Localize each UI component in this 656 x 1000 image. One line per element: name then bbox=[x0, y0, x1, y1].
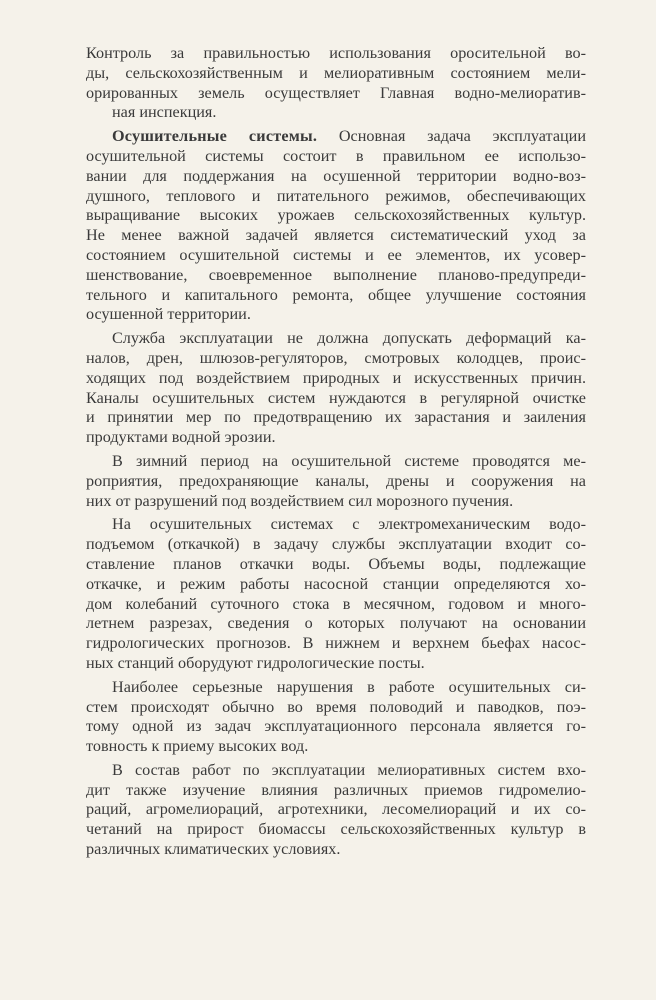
text-line: Наиболее серьезные нарушения в работе осушительных си- bbox=[112, 677, 586, 696]
paragraph bbox=[86, 127, 586, 325]
text-line: них от разрушений под воздействием сил морозного пучения. bbox=[86, 491, 514, 510]
text-line: раций, агромелиораций, агротехники, лесомелиораций и их со- bbox=[86, 800, 586, 819]
text-line: орированных земель осуществляет Главная водно-мелиоратив- bbox=[86, 83, 586, 102]
text-line: На осушительных системах с электромеханическим водо- bbox=[112, 515, 586, 534]
text-line: стем происходят обычно во время половодий и паводков, поэ- bbox=[86, 697, 586, 716]
text-line: роприятия, предохраняющие каналы, дрены и сооружения на bbox=[86, 471, 586, 490]
section-heading: Осушительные системы. bbox=[112, 127, 318, 146]
body-text bbox=[86, 44, 586, 860]
text-line: товность к приему высоких вод. bbox=[86, 737, 309, 756]
text-line: продуктами водной эрозии. bbox=[86, 428, 276, 447]
text-line: и принятии мер по предотвращению их зарастания и заиления bbox=[86, 408, 586, 427]
paragraph bbox=[86, 452, 586, 511]
text-line: В состав работ по эксплуатации мелиоративных систем вхо- bbox=[112, 760, 586, 779]
text-line: В зимний период на осушительной системе проводятся ме- bbox=[112, 451, 586, 470]
text-line: Служба эксплуатации не должна допускать деформаций ка- bbox=[112, 329, 586, 348]
text-line: Не менее важной задачей является систематический уход за bbox=[86, 226, 586, 245]
text-line: четаний на прирост биомассы сельскохозяйственных культур в bbox=[86, 820, 586, 839]
text-line: ставление планов откачки воды. Объемы воды, подлежащие bbox=[86, 554, 586, 573]
text-line: летнем разрезах, сведения о которых получают на основании bbox=[86, 614, 586, 633]
text-line: ды, сельскохозяйственным и мелиоративным состоянием мели- bbox=[86, 63, 586, 82]
text-line: шенствование, своевременное выполнение планово-предупреди- bbox=[86, 265, 586, 284]
paragraph bbox=[86, 515, 586, 673]
text-line: различных климатических условиях. bbox=[86, 840, 341, 859]
paragraph bbox=[86, 329, 586, 448]
text-line: ных станций оборудуют гидрологические посты. bbox=[86, 653, 425, 672]
text-line: осушенной территории. bbox=[86, 305, 251, 324]
text-line: ная инспекция. bbox=[112, 103, 217, 122]
text-line: выращивание высоких урожаев сельскохозяйственных культур. bbox=[86, 206, 586, 225]
text-line: откачке, и режим работы насосной станции определяются хо- bbox=[86, 574, 586, 593]
paragraph bbox=[86, 761, 586, 860]
text-line: Каналы осушительных систем нуждаются в регулярной очистке bbox=[86, 388, 586, 407]
paragraph bbox=[86, 44, 586, 123]
text-line: налов, дрен, шлюзов-регуляторов, смотровых колодцев, проис- bbox=[86, 348, 586, 367]
text-line: осушительной системы состоит в правильном ее использо- bbox=[86, 146, 586, 165]
text-line: гидрологических прогнозов. В нижнем и верхнем бьефах насос- bbox=[86, 634, 586, 653]
text-line bbox=[86, 127, 586, 147]
text-line: душного, теплового и питательного режимов, обеспечивающих bbox=[86, 186, 586, 205]
text-line: Контроль за правильностью использования оросительной во- bbox=[86, 44, 586, 62]
text-line: вании для поддержания на осушенной территории водно-воз- bbox=[86, 166, 586, 185]
text-line: ходящих под воздействием природных и искусственных причин. bbox=[86, 368, 586, 387]
text-fragment: Основная задача эксплуатации bbox=[338, 127, 586, 146]
text-line: дом колебаний суточного стока в месячном, годовом и много- bbox=[86, 594, 586, 613]
paragraph bbox=[86, 678, 586, 757]
text-line: состоянием осушительной системы и ее элементов, их усовер- bbox=[86, 245, 586, 264]
text-line: подъемом (откачкой) в задачу службы эксплуатации входит со- bbox=[86, 535, 586, 554]
text-line: тому одной из задач эксплуатационного персонала является го- bbox=[86, 717, 586, 736]
text-line: дит также изучение влияния различных приемов гидромелио- bbox=[86, 780, 586, 799]
text-line: тельного и капитального ремонта, общее улучшение состояния bbox=[86, 285, 586, 304]
